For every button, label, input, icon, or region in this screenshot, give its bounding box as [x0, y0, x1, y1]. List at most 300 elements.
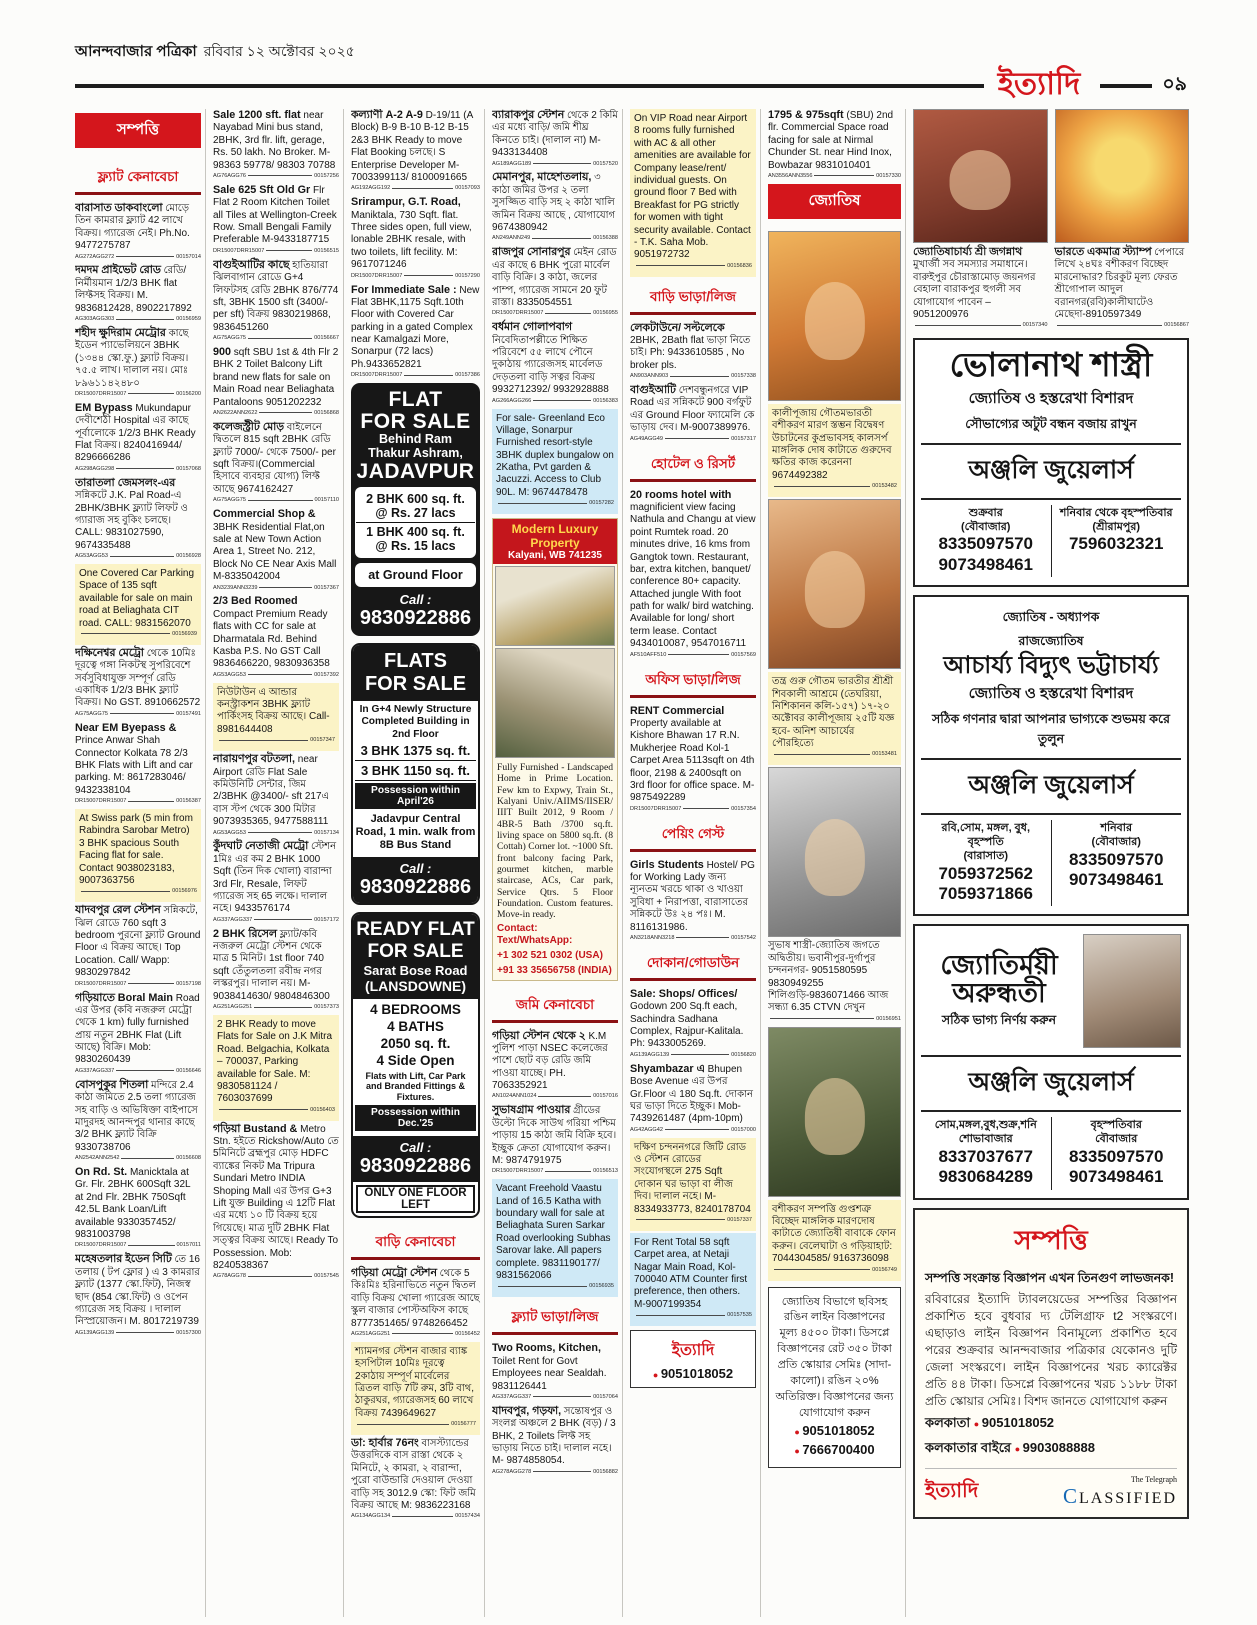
ad-booking-code: AG49AGG49 — [630, 435, 663, 442]
ad-footer — [492, 1469, 618, 1476]
ad-serial-number: 00153482 — [872, 483, 897, 490]
section-title: ইত্যাদি — [997, 65, 1081, 101]
ad-body: Property available at Kishore Bhawan 17 R.N. Mukherjee Road Kol-1 Carpet Area 5113sqft on 4th floor, 2198 & 2400sqft on 3rd floor for office space. M-9875492289 — [630, 717, 755, 804]
classified-ad — [630, 109, 756, 277]
flat-spec: 4 BEDROOMS — [370, 1002, 461, 1018]
ad-footer — [75, 391, 201, 398]
astrologer-name-2: অরুন্ধতী — [952, 978, 1046, 1009]
header-rule-short — [1100, 84, 1152, 88]
classified-ad — [351, 1437, 480, 1520]
ad-footer — [768, 173, 901, 180]
ad-headline: গড়িয়াতে Boral Main — [75, 991, 173, 1004]
ad-body: Vacant Freehold Vaastu Land of 16.5 Katha with boundary wall for sale at Beliaghata Suren Sarkar Road overlooking Subhas Sarovar lake. All papers complete. 9831190177/ 9831562066 — [496, 1183, 611, 1282]
ad-body: Road এর উপর (কবি নজরুল মেট্রো থেকে 1 km) fully furnished প্রায় নতুন 2BHK Flat (Lift আছে) বিক্রি। Mob: 9830260439 — [75, 992, 200, 1066]
ad-footer — [634, 263, 752, 270]
phone-number: 8335097570 — [938, 534, 1034, 554]
ad-booking-code: AG337AGG337 — [213, 916, 253, 923]
ad-headline: শহীদ ক্ষুদিরাম মেট্রোর — [75, 326, 166, 339]
rates-body: জ্যোতিষ বিভাগে ছবিসহ রঙিন লাইন বিজ্ঞাপনের মূল্য ৪৫০০ টাকা। ডিসপ্লে বিজ্ঞাপনের রেট ৩৫০ টাকা প্রতি স্কোয়ার সেমিঃ (সাদা-কালো)। রঙিন ২০% অতিরিক্ত। বিজ্ঞাপনের জন্য যোগাযোগ করুন — [775, 1295, 894, 1420]
page-number: ০৯ — [1162, 74, 1187, 95]
display-title-2: FOR SALE — [367, 941, 464, 963]
ad-body: magnificient view facing Nathula and Changu at view point Rumtek road. 20 minutes drive, 16 kms from Gangtok town. Restaurant, bar, extra kitchen, banquet/ conference 80+ capacity. Attached jungle With foot path for walk/ bird watching. Available for long/ short term lease. Contact 9434010087, 9547016711 — [630, 501, 756, 650]
ad-footer-rule — [116, 1332, 174, 1333]
phone-number: 7059372562 — [938, 863, 1034, 883]
phone-number: 9830922886 — [359, 876, 472, 899]
ad-footer — [630, 373, 756, 380]
category-header: বাড়ি ভাড়া/লিজ — [630, 280, 756, 315]
ad-serial-number: 00156387 — [176, 798, 201, 805]
ad-booking-code: DR15007DRR15007 — [630, 805, 682, 812]
ad-body: দেশবন্ধুনগরে VIP Road এর সন্নিকটে 900 বর্গফুট এর Ground Floor ফ্যামেলি কে ভাড়ায় দেব। M-9007389976. — [630, 385, 755, 434]
ad-serial-number: 00157000 — [731, 1126, 756, 1133]
ad-booking-code: DR15007DRR15007 — [492, 310, 544, 317]
classified-ad — [492, 1179, 618, 1297]
ad-footer-rule — [81, 891, 170, 892]
ad-headline: কলেজস্ট্রীট মোড় — [213, 420, 284, 433]
ad-body: 2BHK, 2Bath flat ভাড়া নিতে চাই। Ph: 9433610585 , No broker pls. — [630, 335, 751, 371]
ad-footer — [492, 235, 618, 242]
ad-headline: For Immediate Sale : — [351, 283, 457, 296]
ad-footer — [75, 798, 201, 805]
display-ad-ready-flat — [351, 912, 480, 1218]
ad-headline: ডা: হার্বার 76নং — [351, 1437, 419, 1450]
ad-headline: কল্যাণী A-2 A-9 — [351, 109, 423, 121]
ad-body: বাসস্ট্যান্ডের উত্তরদিকে বাস রাস্তা থেকে ২ মিনিটে, ২ কামরা, ২ বারান্দা, পুরো বাউন্ডারি দেওয়াল দেওয়া বাড়ি সহ 3012.9 স্কো: ফিট জমি বিক্রয় আছে M: 9836223168 — [351, 1438, 476, 1512]
display-subtitle-2: (LANSDOWNE) — [364, 978, 467, 995]
photo-row — [913, 109, 1189, 243]
call-label: Call : — [399, 592, 432, 608]
astrologer-name: আচার্য্য বিদ্যুৎ ভট্টাচার্য্য — [943, 652, 1159, 680]
ad-footer — [351, 1513, 480, 1520]
ad-headline: বাগুইআটি — [630, 384, 676, 397]
ad-serial-number: 00157330 — [876, 172, 901, 179]
ad-headline: 20 rooms hotel with — [630, 488, 732, 501]
display-title-2: FOR SALE — [360, 409, 471, 433]
ad-footer — [772, 1267, 897, 1274]
category-header: অফিস ভাড়া/লিজ — [630, 663, 756, 698]
ad-booking-code: AG337AGG337 — [75, 1067, 115, 1074]
ad-booking-code: AG303AGG303 — [75, 316, 115, 323]
offer-price: @ Rs. 15 lacs — [375, 539, 456, 554]
ad-headline: সুভাষগ্রাম পাওয়ার — [492, 1104, 571, 1117]
deity-image — [1055, 109, 1190, 243]
category-header: পেয়িং গেস্ট — [630, 817, 756, 852]
schedule-place: শোভাবাজার — [958, 1133, 1013, 1146]
flat-spec: 3 BHK 1150 sq. ft. — [355, 761, 476, 781]
classified-ad — [213, 109, 339, 180]
classified-ad — [351, 109, 480, 192]
phone-number: 8335097570 — [1068, 1146, 1164, 1166]
ad-footer-rule — [774, 1269, 870, 1270]
category-header: হোটেল ও রিসর্ট — [630, 447, 756, 482]
ad-serial-number: 00157110 — [314, 497, 339, 504]
classified-ad — [351, 196, 480, 279]
classified-ad — [75, 477, 201, 560]
ad-headline: তারাতলা জেমসলং-এর — [75, 476, 176, 489]
ad-footer-rule — [671, 1054, 729, 1055]
category-header: ফ্ল্যাট কেনাবেচা — [75, 160, 201, 195]
offer-row — [356, 522, 475, 555]
flat-spec: 4 Side Open — [376, 1053, 455, 1069]
ad-booking-code: AN1024ANN1024 — [492, 1093, 537, 1100]
pre-line-2: রাজজ্যোতিষ — [1018, 634, 1084, 649]
display-title: FLAT — [388, 388, 443, 412]
ad-serial-number: 00157300 — [176, 1329, 201, 1336]
ad-serial-number: 00157172 — [314, 916, 339, 923]
ad-body: মন্দিরে 2.4 কাঠা জমিতে 2.5 তলা গ্যারেজ সহ বাড়ি ও অভিষিক্তা বাইপাসে মাদুরদহ আনন্দপুর থানার কাছে 3/2 BHK ফ্ল্যাট বিক্রি 9330738706 — [75, 1079, 198, 1153]
ad-booking-code: AN3218ANN3218 — [630, 934, 675, 941]
ad-serial-number: 00157317 — [731, 435, 756, 442]
ad-booking-code: DR15007DRR15007 — [492, 1168, 544, 1175]
display-ad-arundhati — [913, 924, 1189, 1199]
ad-footer-rule — [254, 919, 312, 920]
ad-body: Godown 200 Sq.ft each, Sachindra Sadhana Complex, Rajpur-Kalitala. Ph: 9433005269. — [630, 1001, 744, 1050]
schedule-days: রবি,সোম, মঙ্গল, বুধ, বৃহস্পতি — [941, 822, 1031, 849]
header-rule — [75, 84, 984, 88]
ad-footer — [213, 173, 339, 180]
possession-strip: Possession within Dec.'25 — [355, 1105, 476, 1131]
classified-ad — [75, 1166, 201, 1249]
ad-body: Manicktala at Gr. Flr. 2BHK 600Sqft 32L at 2nd Flr. 2BHK 750Sqft 42.5L Bank Loan/Lift available 9330357452/ 9831003798 — [75, 1167, 191, 1241]
section-banner: সম্পত্তি — [75, 113, 201, 148]
display-subtitle: Kalyani, WB 741235 — [508, 550, 602, 562]
phone-number: 7596032321 — [1068, 534, 1164, 554]
ad-footer-rule — [636, 1219, 725, 1220]
ad-body: Maniktala, 730 Sqft. flat. Three sides open, full view, lonable 2BHK resale, with two toilets, lift fecility. M: 9617071246 — [351, 209, 472, 271]
ad-footer — [217, 1107, 335, 1114]
schedule-row — [921, 505, 1181, 577]
ad-headline: দমদম প্রাইভেট রোড — [75, 264, 161, 277]
ad-footer — [630, 1127, 756, 1134]
offer-panel — [355, 487, 476, 558]
ad-booking-code: AF510AFF510 — [630, 651, 667, 658]
ad-footer — [75, 553, 201, 560]
display-ad-bidyut — [913, 595, 1189, 916]
ad-body: নিউটাউন এ আন্ডার কনস্ট্রাকশন 3BHK ফ্ল্যাট পার্কিংসহ বিক্রয় আছে। Call- 8981644408 — [217, 686, 330, 735]
telegraph-classified-logo — [1063, 1475, 1177, 1509]
ad-body: sqft SBU 1st & 4th Flr 2 BHK 2 Toilet Balcony Lift brand new flats for sale on Main Road near Beliaghata Pantaloons 9051202232 — [213, 347, 339, 408]
ad-serial-number: 00157337 — [727, 1216, 752, 1223]
offer-spec: 2 BHK 600 sq. ft. — [366, 492, 465, 507]
ad-footer — [213, 917, 339, 924]
ad-body: For sale- Greenland Eco Village, Sonarpur Furnished resort-style 3BHK duplex bungalow on 2Katha, Pvt garden & Jacuzzi. Access to Club 90L. M: 9674478478 — [496, 412, 614, 498]
ad-headline: Srirampur, G.T. Road, — [351, 196, 461, 209]
sampatti-promo-box — [913, 1208, 1189, 1519]
ad-booking-code: DR15007DRR15007 — [351, 372, 403, 379]
ad-footer — [213, 248, 339, 255]
ad-serial-number: 00157016 — [593, 1093, 618, 1100]
classified-ad — [492, 109, 618, 167]
ad-footer — [492, 1093, 618, 1100]
ad-serial-number: 00156868 — [314, 409, 339, 416]
ad-booking-code: AG53AGG53 — [75, 553, 108, 560]
ad-booking-code: AN249ANN249 — [492, 235, 531, 242]
ad-footer — [351, 1331, 480, 1338]
classified-ad — [913, 246, 1048, 333]
contact-phone: ● 9051018052 — [974, 1415, 1054, 1430]
dateline: রবিবার ১২ অক্টোবর ২০২৫ — [203, 43, 355, 59]
flat-spec: 4 BATHS — [387, 1019, 444, 1035]
ad-serial-number: 00156667 — [314, 335, 339, 342]
contact-usa: +1 302 521 0302 (USA) — [497, 949, 603, 961]
ad-serial-number: 00156515 — [314, 247, 339, 254]
schedule-right — [1051, 505, 1182, 577]
contact-phone: ● 9903088888 — [1015, 1440, 1095, 1455]
ad-serial-number: 00157134 — [314, 829, 339, 836]
ad-serial-number: 00157520 — [593, 160, 618, 167]
contact-kolkata — [925, 1414, 1177, 1435]
ad-body: One Covered Car Parking Space of 135 sqft available for sale on main road at Beliaghata CIT road. CALL: 9831562070 — [79, 567, 195, 629]
ad-body: মোড়ে তিন কামরার ফ্ল্যাট 42 লাখে বিক্রয়। গ্যারেজ নেই। Ph.No. 9477275787 — [75, 203, 190, 252]
ad-serial-number: 00156388 — [593, 235, 618, 242]
classified-ad — [492, 171, 618, 242]
page-header — [0, 0, 1257, 69]
features-note: Flats with Lift, Car Park and Branded Fittings & Fixtures. — [365, 1070, 466, 1102]
ad-serial-number: 00156951 — [876, 1015, 901, 1022]
ad-footer-rule — [248, 674, 312, 675]
display-title-2: FOR SALE — [364, 673, 467, 696]
display-ad-header — [353, 914, 478, 999]
display-subtitle: Behind Ram — [379, 432, 452, 446]
ad-footer — [492, 1394, 618, 1401]
ad-serial-number: 00156820 — [731, 1051, 756, 1058]
column-5 — [630, 109, 761, 1617]
ityadi-brand: ইত্যাদি — [671, 1342, 715, 1360]
ad-serial-number: 00156836 — [727, 262, 752, 269]
classified-ad — [630, 322, 756, 380]
column-6 — [768, 109, 906, 1617]
ad-serial-number: 00157290 — [455, 272, 480, 279]
ad-body: near Airport রেডি Flat Sale কমিউনিটি সেন্টার, জিম 2/3BHK @3400/- sft 217এ বাস স্টপ থেকে 300 মিটার 9073935365, 9477588111 — [213, 754, 330, 828]
schedule-place: (বৌবাজার) — [961, 520, 1011, 533]
classified-ad — [630, 1138, 756, 1231]
ad-body: Compact Premium Ready flats with CC for sale at Dharmatala Rd. Behind Kasba P.S. No GST Call 9836466220, 9830936358 — [213, 608, 330, 670]
ad-footer — [630, 935, 756, 942]
ad-booking-code: AG53AGG53 — [213, 829, 246, 836]
ad-booking-code: DR15007DRR15007 — [75, 390, 127, 397]
ad-serial-number: 00156749 — [872, 1266, 897, 1273]
possession-strip: Possession within April'26 — [355, 783, 476, 809]
ad-footer-rule — [665, 1129, 729, 1130]
schedule-days: শনিবার থেকে বৃহস্পতিবার — [1059, 506, 1173, 519]
display-location: JADAVPUR — [356, 459, 475, 483]
ad-footer-rule — [774, 754, 870, 755]
astrologer-credential: জ্যোতিষ ও হস্তরেখা বিশারদ — [968, 685, 1134, 703]
ad-booking-code: AG75AGG75 — [213, 335, 246, 342]
jeweller-brand: অঞ্জলি জুয়েলার্স — [921, 443, 1181, 500]
ad-footer-rule — [259, 587, 312, 588]
classified-ad — [1055, 246, 1190, 333]
ad-booking-code: DR15007DRR15007 — [75, 798, 127, 805]
phone-number: 9830922886 — [359, 607, 472, 630]
ad-body: New Flat 3BHK,1175 Sqft.10th Floor with Covered Car parking in a gated Complex near Kamalgazi More, Sonarpur (72 lacs) Ph.9433652821 — [351, 284, 480, 370]
classified-ad — [75, 904, 201, 987]
ad-serial-number: 00157542 — [731, 934, 756, 941]
ad-serial-number: 00156383 — [593, 397, 618, 404]
ad-body: দক্ষিণ চন্দননগরে জিটি রোড ও স্টেশন রোডের সংযোগস্থলে 275 Sqft দোকান ঘর ভাড়া বা লীজ দিব। দালাল নহে। M-8334933773, 8240178704 — [634, 1141, 751, 1215]
title-block — [921, 951, 1077, 1032]
ad-footer-rule — [219, 740, 308, 741]
ad-footer-rule — [915, 325, 1021, 326]
ad-footer-rule — [770, 1018, 874, 1019]
category-header: ফ্ল্যাট ভাড়া/লিজ — [492, 1300, 618, 1335]
ad-booking-code: AG337AGG337 — [492, 1393, 532, 1400]
ad-headline: Sale 1200 sft. flat — [213, 109, 301, 121]
ad-footer-rule — [116, 319, 174, 320]
ad-booking-code: DR15007DRR15007 — [213, 247, 265, 254]
ad-footer-rule — [128, 1245, 174, 1246]
ad-footer-rule — [1057, 325, 1163, 326]
display-ad-footer — [353, 857, 478, 903]
display-ad-flats-g4 — [351, 643, 480, 905]
phone-number: 8337037677 — [938, 1146, 1034, 1166]
ad-serial-number: 00156928 — [176, 553, 201, 560]
ad-serial-number: 00157386 — [455, 372, 480, 379]
display-ad-body — [353, 999, 478, 1136]
ad-booking-code: AG139AGG139 — [630, 1051, 670, 1058]
ad-footer — [213, 335, 339, 342]
display-subtitle-2: Thakur Ashram, — [368, 446, 463, 461]
ad-headline: দক্ষিনেশ্বর মেট্রো — [75, 646, 144, 659]
ad-serial-number: 00157338 — [731, 373, 756, 380]
ityadi-contact-box — [630, 1330, 756, 1388]
contact-location: কলকাতার বাইরে — [925, 1439, 1012, 1455]
promo-title: সম্পত্তি — [1014, 1224, 1088, 1255]
ityadi-logo: ইত্যাদি — [925, 1479, 979, 1502]
ad-footer — [768, 1016, 901, 1023]
column-7 — [913, 109, 1189, 1617]
schedule-place: (শ্রীরামপুর) — [1092, 520, 1141, 533]
ad-footer — [913, 322, 1048, 329]
ad-serial-number: 00157354 — [731, 805, 756, 812]
classified-ad — [768, 672, 901, 765]
ad-headline: ভারতে একমাত্র স্ট্যাম্প — [1054, 246, 1152, 258]
ad-booking-code: AG42AGG42 — [630, 1126, 663, 1133]
pre-line-1: জ্যোতিষ - অধ্যাপক — [1002, 610, 1100, 625]
ad-footer-rule — [116, 468, 174, 469]
ad-serial-number: 00157367 — [314, 584, 339, 591]
classified-ad — [75, 809, 201, 902]
ad-footer — [217, 737, 335, 744]
property-photo-2 — [495, 648, 615, 758]
ad-footer — [630, 652, 756, 659]
address-text: Jadavpur Central Road, 1 min. walk from 8B Bus Stand — [355, 812, 476, 852]
ad-serial-number: 00156646 — [176, 1067, 201, 1074]
schedule-left — [921, 505, 1051, 577]
ad-headline: 900 — [213, 346, 232, 359]
classified-ad — [213, 683, 339, 751]
ad-booking-code: AN3239ANN3239 — [213, 584, 258, 591]
classified-ad — [351, 1267, 480, 1338]
ad-footer — [213, 1273, 339, 1280]
category-header: জমি কেনাবেচা — [492, 988, 618, 1023]
ad-footer-rule — [81, 633, 170, 634]
ad-footer-rule — [533, 400, 591, 401]
ad-headline: নারায়ণপুর বটতলা, — [213, 753, 295, 766]
ad-body: থেকে 10মিঃ দূরত্বে গঙ্গা নিকটস্থ সুপরিবেশে সর্বসুবিধাযুক্ত সম্পূর্ণ রেডি একাধিক 1/2/3 BHK ফ্ল্যাট বিক্রয়। No GST. 8910662572 — [75, 647, 201, 709]
phone-number: 9073498461 — [1068, 870, 1164, 890]
flat-spec: 2050 sq. ft. — [380, 1036, 451, 1052]
ad-booking-code: AG278AGG278 — [492, 1468, 532, 1475]
classified-ad — [351, 1342, 480, 1435]
ad-footer-rule — [116, 256, 174, 257]
schedule-days: শুক্রবার — [968, 506, 1003, 519]
ad-footer — [79, 888, 197, 895]
ad-body: কাছে ইডেন প্যাভেলিয়নে 3BHK (১৩৪৪ স্কো.ফু.) ফ্ল্যাট বিক্রয়। ৭৫.৫ লাখ। দালাল নয়। মোঃ ৮৯৬১১৪২৪৮০ — [75, 327, 189, 389]
ad-footer-rule — [533, 1471, 591, 1472]
promo-body: রবিবারের ইত্যাদি ট্যাবলয়েডের সম্পত্তির বিজ্ঞাপন প্রকাশিত হবে বুধবার দ্য টেলিগ্রাফ t2 সংস্করণে। এছাড়াও লাইন বিজ্ঞাপন বিনামূল্যে প্রকাশিত হবে পরের শুক্রবার আনন্দবাজার পত্রিকার যেকোনও দুটি জেলা সংস্করণে। লাইন বিজ্ঞাপনের খরচ ক্যারেক্টর প্রতি ৪৪ টাকা। ডিসপ্লে বিজ্ঞাপনের খরচ ১১৮৮ টাকা প্রতি স্কোয়ার সেমিঃ। বিশদ জানতে যোগাযোগ করুন — [925, 1291, 1177, 1408]
ad-headline: 2 BHK রিসেল — [213, 927, 277, 940]
classified-ad — [492, 1104, 618, 1175]
classified-ad — [75, 564, 201, 645]
tagline: সৌভাগ্যের অটুট বন্ধন বজায় রাখুন — [965, 416, 1137, 431]
ad-serial-number: 00156513 — [593, 1168, 618, 1175]
ad-booking-code: AN903ANN903 — [630, 373, 669, 380]
ad-serial-number: 00157011 — [176, 1242, 201, 1249]
contact-outside-kolkata — [925, 1439, 1177, 1460]
classified-ad — [768, 1200, 901, 1281]
display-ad-bholanath — [913, 338, 1189, 587]
ad-headline: On Rd. St. — [75, 1166, 128, 1179]
ad-serial-number: 00157068 — [176, 465, 201, 472]
classified-ad — [630, 988, 756, 1059]
ad-footer-rule — [259, 412, 312, 413]
column-2 — [213, 109, 344, 1617]
astrologer-goutam-bharati-photo-2 — [768, 499, 901, 669]
ad-body: D-19/11 (A Block) B-9 B-10 B-12 B-15 2&3 BHK Ready to move Flat Booking চলছে। S Enterprise Developer M-7003399113/ 8100091665 — [351, 110, 473, 183]
ad-body: K.M পুলিশ পাড়া NSEC কলেজের পাশে ছোট বড় রেডি জমি পাওয়া যাচ্ছে। PH. 7063352921 — [492, 1030, 608, 1092]
ad-body: সন্নিকটে, ঝিল রোডে 760 sqft 3 bedroom পুরনো ফ্ল্যাট Ground Floor এ বিক্রয় আছে। Top Location. Call/ Wapp: 9830297842 — [75, 905, 201, 979]
classified-ad — [492, 1405, 618, 1476]
ad-footer — [355, 1421, 476, 1428]
jeweller-brand: অঞ্জলি জুয়েলার্স — [921, 1055, 1181, 1112]
ad-body: সন্নিকটে J.K. Pal Road-এ 2BHK/3BHK ফ্ল্যাট লিফট ও গ্যারাজ সহ বুকিং চলছে। CALL: 9831027590, 9674335488 — [75, 490, 188, 551]
classified-ad — [630, 489, 756, 659]
ad-serial-number: 00156777 — [451, 1421, 476, 1428]
classified-ad — [492, 1030, 618, 1101]
ad-footer-rule — [636, 1315, 725, 1316]
telegraph-wordmark: The Telegraph — [1130, 1474, 1177, 1484]
ad-footer-rule — [668, 654, 729, 655]
classified-ad — [630, 1063, 756, 1134]
classified-wordmark: CLASSIFIED — [1062, 1483, 1177, 1508]
ad-headline: গড়িয়া Bustand & — [213, 1122, 298, 1135]
ad-body: (SBU) 2nd flr. Commercial Space road facing for sale at Nirmal Chunder St. near Hind Inox, Bowbazar 9831010401 — [768, 110, 894, 171]
contact-phone: ● 9051018052 — [636, 1366, 750, 1381]
ad-footer — [772, 483, 897, 490]
ad-booking-code: AG139AGG139 — [75, 1329, 115, 1336]
ad-serial-number: 00157434 — [455, 1513, 480, 1520]
ad-headline: EM Bypass — [75, 401, 133, 414]
ad-footer-rule — [266, 250, 312, 251]
ad-footer — [75, 711, 201, 718]
ad-headline: Sale: Shops/ Offices/ — [630, 987, 738, 1000]
ad-headline: Two Rooms, Kitchen, — [492, 1342, 601, 1355]
ad-headline: Sale 625 Sft Old Gr — [213, 183, 311, 196]
classified-ad — [768, 404, 901, 497]
floor-note — [355, 563, 476, 587]
ad-footer-rule — [128, 983, 174, 984]
ad-headline: কুঁদঘাট নেতাজী মেট্রো — [213, 840, 309, 853]
ad-serial-number: 00157569 — [731, 651, 756, 658]
ad-headline: বারাসাত ডাকবাংলো — [75, 202, 163, 214]
tagline: সঠিক গণনার দ্বারা আপনার ভাগ্যকে শুভময় করে তুলুন — [932, 712, 1170, 747]
ad-footer-rule — [538, 1096, 591, 1097]
ad-serial-number: 00157256 — [314, 172, 339, 179]
display-subtitle: In G+4 Newly Structure Completed Building in 2nd Floor — [359, 704, 472, 740]
phone-number: 8335097570 — [1068, 849, 1164, 869]
display-ad-header — [493, 519, 617, 564]
